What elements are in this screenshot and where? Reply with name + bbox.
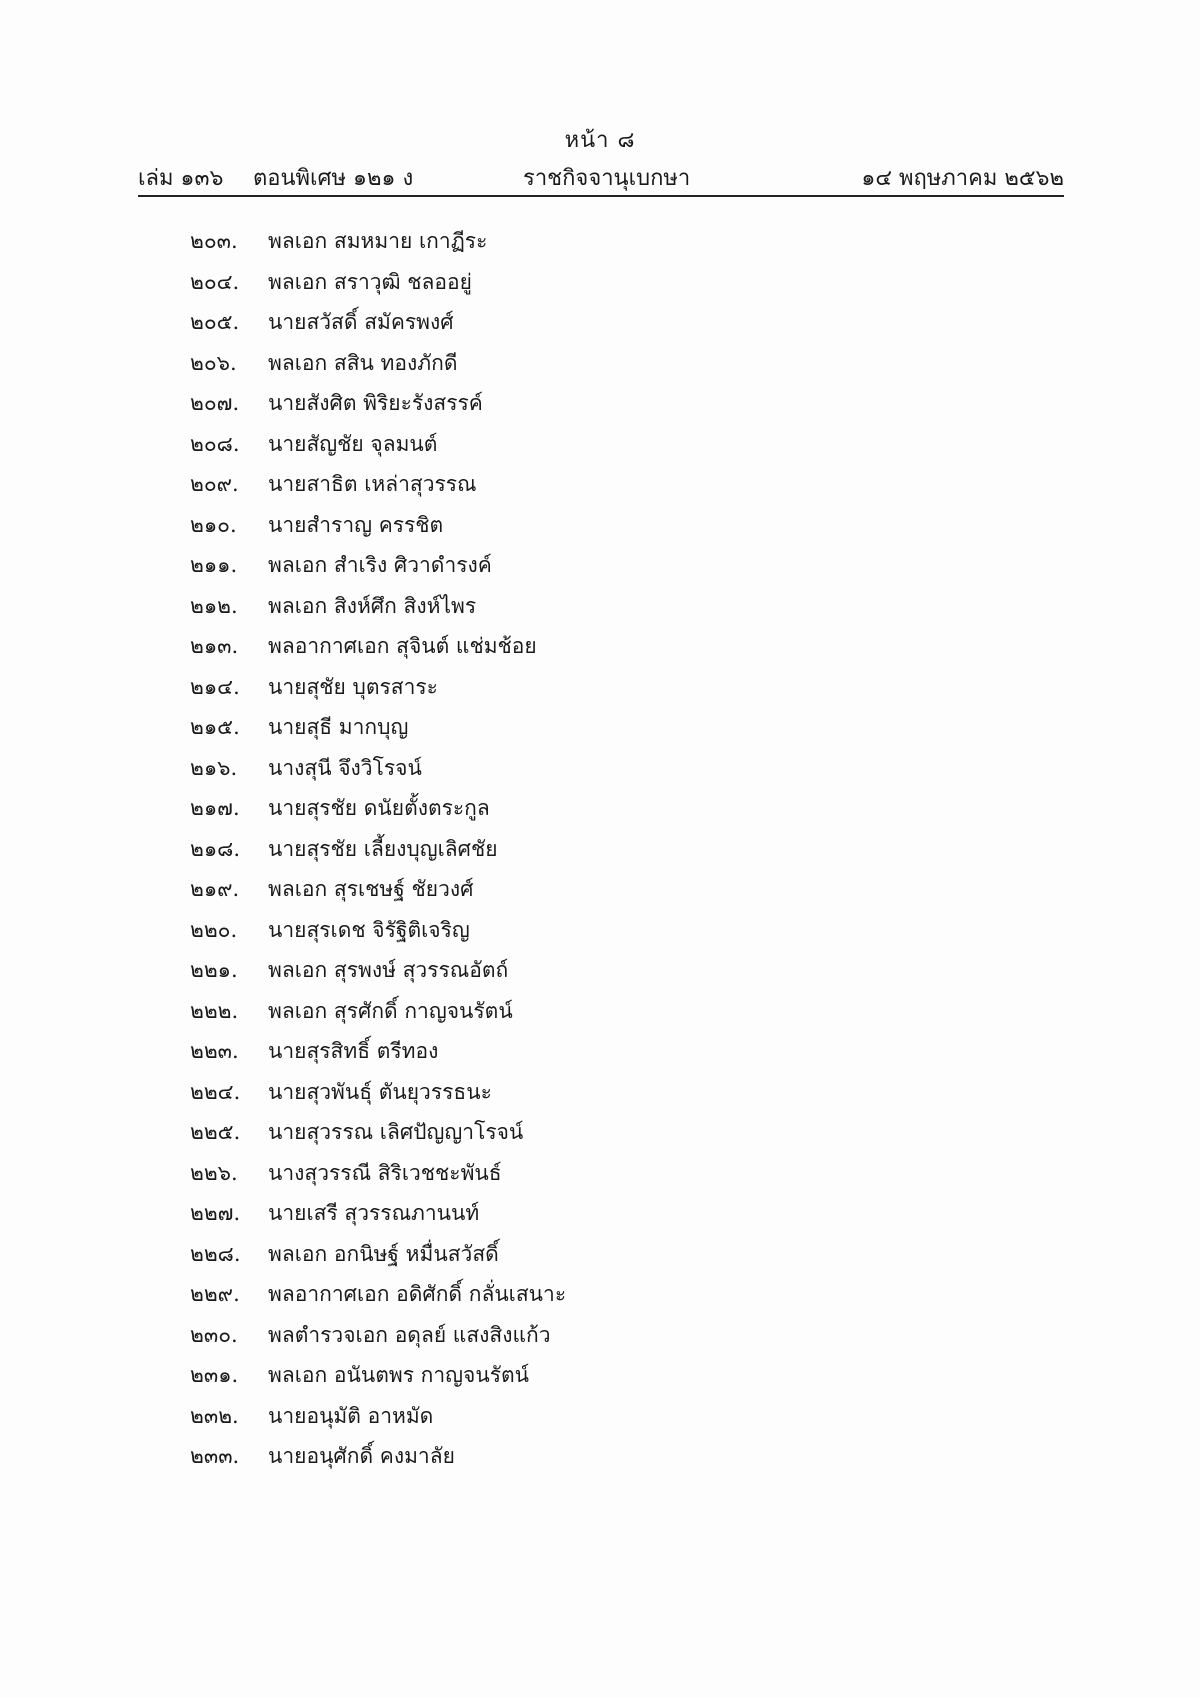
entry-number: ๒๐๗. [190,391,240,415]
entry-number: ๒๐๖. [190,350,237,375]
gazette-header [138,160,1064,196]
entry-number: ๒๓๑. [190,1363,239,1387]
list-item [190,591,990,632]
entry-name: นายสังศิต พิริยะรังสรรค์ [268,391,483,415]
list-item [190,874,990,915]
list-item [190,996,990,1037]
list-item [190,1401,990,1442]
entry-name: พลเอก สสิน ทองภักดี [268,350,458,375]
entry-name: นายสำราญ ครรชิต [268,512,444,537]
entry-number: ๒๒๘. [190,1241,241,1266]
list-item [190,712,990,753]
entry-name: พลเอก สิงห์ศึก สิงห์ไพร [268,593,477,618]
entry-name: นายสุรชัย ดนัยตั้งตระกูล [268,796,490,820]
entry-name: พลเอก สำเริง ศิวาดำรงค์ [268,553,492,577]
entry-number: ๒๐๙. [190,472,239,496]
entry-number: ๒๒๑. [190,958,238,982]
publication-date: ๑๔ พฤษภาคม ๒๕๖๒ [861,166,1064,191]
entry-name: พลเอก สราวุฒิ ชลออยู่ [268,269,472,294]
entry-number: ๒๒๖. [190,1160,238,1185]
entry-number: ๒๐๔. [190,269,240,294]
entry-name: พลตำรวจเอก อดุลย์ แสงสิงแก้ว [268,1322,551,1347]
list-item [190,510,990,551]
entry-number: ๒๓๐. [190,1322,238,1347]
header-divider [138,195,1064,197]
entry-name: นายสุรชัย เลี้ยงบุญเลิศชัย [268,836,498,861]
entry-name: นางสุวรรณี สิริเวชชะพันธ์ [268,1160,502,1185]
list-item [190,267,990,308]
entry-number: ๒๒๗. [190,1201,241,1225]
entry-name: พลเอก อกนิษฐ์ หมื่นสวัสดิ์ [268,1241,499,1266]
list-item [190,1036,990,1077]
list-item [190,1117,990,1158]
entry-number: ๒๑๑. [190,553,238,577]
entry-number: ๒๐๓. [190,229,238,253]
entry-name: พลเอก สุรศักดิ์ กาญจนรัตน์ [268,998,513,1023]
issue-label: ตอนพิเศษ ๑๒๑ ง [253,166,414,191]
entry-number: ๒๑๓. [190,634,239,658]
entry-name: พลเอก สมหมาย เกาฏีระ [268,229,488,253]
entry-number: ๒๒๙. [190,1282,240,1306]
entry-name: นายสุรสิทธิ์ ตรีทอง [268,1039,439,1063]
list-item [190,631,990,672]
list-item [190,753,990,794]
entry-number: ๒๒๒. [190,998,239,1023]
entry-name: นายสัญชัย จุลมนต์ [268,431,438,456]
list-item [190,226,990,267]
list-item [190,955,990,996]
entry-name: นายสุรเดช จิรัฐิติเจริญ [268,917,470,942]
entry-number: ๒๑๔. [190,674,240,699]
list-item [190,307,990,348]
entry-name: พลเอก อนันตพร กาญจนรัตน์ [268,1363,529,1387]
list-item [190,834,990,875]
entry-name: นายสุวรรณ เลิศปัญญาโรจน์ [268,1120,524,1144]
list-item [190,1320,990,1361]
entry-name: พลเอก สุรเชษฐ์ ชัยวงศ์ [268,877,474,901]
entry-number: ๒๒๐. [190,917,238,942]
list-item [190,1239,990,1280]
entry-number: ๒๑๗. [190,796,240,820]
entry-number: ๒๑๖. [190,755,238,780]
entry-name: นางสุนี จึงวิโรจน์ [268,755,422,780]
list-item [190,469,990,510]
entry-name: นายอนุศักดิ์ คงมาลัย [268,1444,455,1468]
entry-name: นายสาธิต เหล่าสุวรรณ [268,472,477,496]
entry-name: นายสวัสดิ์ สมัครพงศ์ [268,310,454,334]
list-item [190,1077,990,1118]
gazette-title: ราชกิจจานุเบกษา [523,166,691,191]
entry-number: ๒๑๕. [190,715,240,739]
entry-number: ๒๒๔. [190,1079,241,1104]
name-list [190,226,990,1482]
entry-name: นายสุวพันธุ์ ตันยุวรรธนะ [268,1079,492,1104]
list-item [190,550,990,591]
list-item [190,793,990,834]
entry-number: ๒๒๕. [190,1120,241,1144]
entry-number: ๒๓๒. [190,1403,239,1428]
list-item [190,429,990,470]
entry-name: นายเสรี สุวรรณภานนท์ [268,1201,480,1225]
entry-name: พลอากาศเอก สุจินต์ แช่มช้อย [268,634,537,658]
entry-number: ๒๑๙. [190,877,240,901]
entry-number: ๒๑๘. [190,836,241,861]
entry-number: ๒๒๓. [190,1039,239,1063]
entry-number: ๒๑๒. [190,593,238,618]
list-item [190,915,990,956]
list-item [190,672,990,713]
entry-name: พลเอก สุรพงษ์ สุวรรณอัตถ์ [268,958,509,982]
entry-name: พลอากาศเอก อดิศักดิ์ กลั่นเสนาะ [268,1282,567,1306]
list-item [190,1198,990,1239]
page-number: หน้า ๘ [564,128,636,153]
list-item [190,348,990,389]
entry-name: นายสุชัย บุตรสาระ [268,674,438,699]
entry-number: ๒๐๕. [190,310,240,334]
entry-number: ๒๑๐. [190,512,237,537]
list-item [190,1158,990,1199]
entry-number: ๒๐๘. [190,431,240,456]
list-item [190,1360,990,1401]
list-item [190,1441,990,1482]
entry-number: ๒๓๓. [190,1444,240,1468]
list-item [190,1279,990,1320]
entry-name: นายอนุมัติ อาหมัด [268,1403,434,1428]
volume-label: เล่ม ๑๓๖ [138,166,224,191]
entry-name: นายสุธี มากบุญ [268,715,409,739]
list-item [190,388,990,429]
